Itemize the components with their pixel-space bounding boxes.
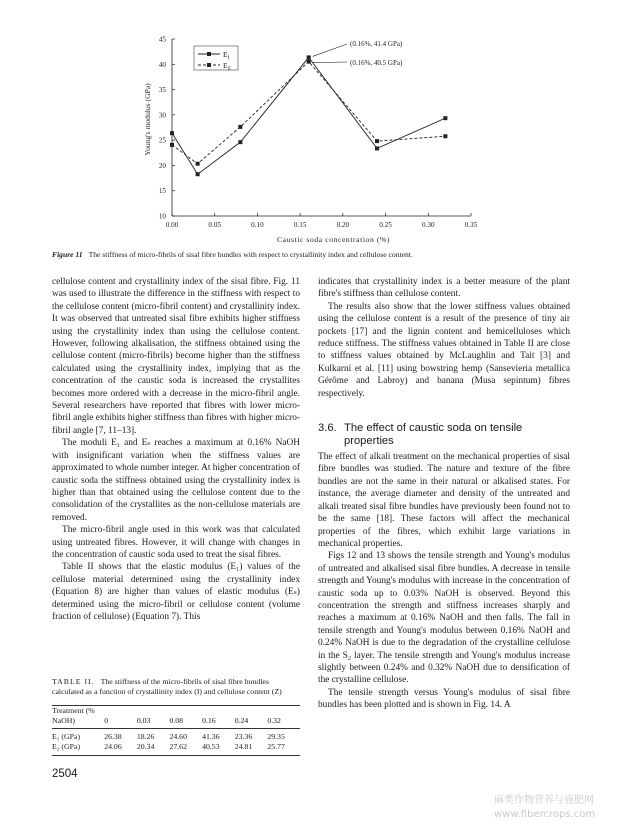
watermark-line-2: www.fibercrops.com [494, 809, 596, 820]
table-cell: 23.36 [234, 732, 253, 741]
section-number: 3.6. [318, 422, 337, 435]
watermark [494, 794, 604, 822]
row-label: E₁ (GPa) [52, 732, 81, 741]
data-point-E_I [238, 140, 242, 144]
right-paragraph-2: The results also show that the lower stiffness values obtained using the cellulose content is a result of the presence of tiny air pockets [17] and the lignin content and hemicelluloses which reduce stiffness. The stiffness values obtained in Table II are close to stiffness values obtained by McLaughlin and Tait [3] and Kulkarni et al. [11] using bowstring hemp (Sansevieria metallica Gérôme and Labroy) and banana (Musa sepintum) fibres respectively. [318, 301, 570, 399]
x-tick-label: 0.35 [464, 221, 478, 229]
data-point-E_Z [375, 139, 379, 143]
x-tick-label: 0.20 [336, 221, 350, 229]
left-paragraph-4: Table II shows that the elastic modulus (E₁) values of the cellulose material determined using the crystallinity index (Equation 8) are higher than values of elastic modulus (Eₛ) determined using the micro-fibril or cellulose content (volume fraction of cellulose) (Equation 7). This [52, 562, 300, 622]
y-tick-label: 35 [158, 86, 166, 95]
table-cell: 25.77 [267, 742, 300, 756]
table-cell: 20.34 [137, 742, 170, 756]
data-point-E_Z [196, 162, 200, 166]
data-point-E_I [307, 55, 311, 59]
y-tick-label: 40 [158, 60, 166, 69]
table-row [52, 742, 300, 756]
legend-marker-E_I [207, 52, 211, 56]
table-header-label-2: NaOH) [52, 716, 104, 729]
table-cell: 24.81 [235, 742, 268, 756]
right-paragraph-4: Figs 12 and 13 shows the tensile strength and Young's modulus of untreated and alkalised sisal fibre bundles. A decrease in tensile strength and Young's modulus with increase in the concentration of caustic soda up to 0.03% NaOH is observed. Beyond this concentration the strength and stiffness increases sharply and reaches a maximum at 0.16% NaOH and then falls. The fall in tensile strength and Young's modulus between 0.16% NaOH and 0.24% NaOH is due to the degradation of the crystalline cellulose in the S₂ layer. The tensile strength and Young's modulus increase slightly between 0.24% and 0.32% NaOH due to densification of the crystalline cellulose. [318, 551, 570, 686]
chart-legend [194, 46, 238, 72]
table-cell: 29.35 [267, 732, 285, 741]
data-point-E_I [196, 172, 200, 176]
table-row [52, 729, 300, 743]
left-column [52, 276, 300, 623]
table-caption [52, 677, 300, 697]
data-point-E_Z [238, 125, 242, 129]
y-tick-label: 45 [158, 35, 166, 44]
legend-label-E_Z: $E_Z$ [223, 61, 231, 72]
annotation-arrow-1 [313, 44, 347, 56]
table-label: TABLE II. [52, 677, 95, 686]
section-title-line1: The effect of caustic soda on tensile [344, 422, 523, 435]
y-tick-label: 30 [158, 111, 166, 120]
series-line-E_Z [172, 62, 445, 164]
table-col-header: 0.32 [267, 716, 300, 729]
right-paragraph-5: The tensile strength versus Young's modulus of sisal fibre bundles has been plotted and is shown in Fig. 14. A [318, 687, 570, 711]
left-paragraph-1: cellulose content and crystallinity index of the sisal fibre. Fig. 11 was used to illustrate the difference in the stiffness with respect to the cellulose content (micro-fibril content) and crystallinity index. It was observed that untreated sisal fibre exhibits higher stiffness using the crystallinity index than using the cellulose content. However, following alkalisation, the stiffness obtained using the cellulose content (micro-fibrils) become higher than the stiffness calculated using the crystallinity index, implying that as the concentration of the caustic soda is increased the crystallites becomes more ordered with a decrease in the micro-fibril angle. Several researchers have reported that fibres with lower micro-fibril angle exhibits higher stiffness than fibres with higher micro-fibril angle [7, 11–13]. [52, 277, 300, 436]
table-col-header: 0.08 [169, 716, 202, 729]
data-point-E_I [375, 146, 379, 150]
table-col-header: 0 [104, 716, 137, 729]
table-cell: 24.06 [104, 742, 137, 756]
x-tick-label: 0.15 [293, 221, 307, 229]
y-tick-label: 20 [158, 161, 166, 170]
left-paragraph-2: The moduli E₁ and Eₛ reaches a maximum at 0.16% NaOH with insignificant variation when the stiffness values are approximated to whole number integer. At higher concentration of caustic soda the stiffness obtained using the crystallinity index is higher than that obtained using the cellulose content due to the consolidation of the crystallites as the non-cellulose materials are removed. [52, 438, 300, 523]
table-cell: 40.53 [202, 742, 235, 756]
x-tick-label: 0.10 [251, 221, 264, 229]
chart-axes [143, 36, 478, 245]
left-paragraph-3: The micro-fibril angle used in this work was that calculated using untreated fibres. However, it will change with changes in the concentration of caustic soda used to treat the sisal fibres. [52, 525, 300, 560]
stiffness-table [52, 705, 300, 756]
table-header-row-1 [52, 706, 300, 717]
figure-label: Figure 11 [52, 250, 83, 259]
figure-caption-text: The stiffness of micro-fibrils of sisal fibre bundles with respect to crystallinity index and cellulose content. [88, 250, 413, 259]
table-cell: 27.62 [169, 742, 202, 756]
watermark-line-1: 麻类作物营养与施肥网 [494, 795, 594, 806]
data-point-E_I [170, 131, 174, 135]
data-point-E_I [443, 116, 447, 120]
legend-box [194, 46, 238, 70]
series-line-E_I [172, 57, 445, 174]
annotation-ez-peak: (0.16%, 40.5 GPa) [350, 59, 403, 67]
x-tick-label: 0.30 [421, 221, 435, 229]
data-point-E_Z [307, 60, 311, 64]
y-tick-label: 15 [158, 187, 166, 196]
x-tick-label: 0.25 [379, 221, 392, 229]
annotation-arrow-2 [313, 62, 347, 63]
chart-annotations [313, 40, 403, 67]
chart-series [170, 55, 447, 176]
table-cell: 24.60 [169, 732, 187, 741]
x-axis-label: Caustic soda concentration (%) [276, 235, 391, 244]
figure-caption [52, 250, 572, 260]
y-tick-label: 10 [158, 212, 166, 221]
legend-marker-E_Z [207, 63, 211, 67]
table-header-row-2 [52, 716, 300, 729]
y-axis-label: Young's modulus (GPa) [143, 83, 152, 156]
annotation-e1-peak: (0.16%, 41.4 GPa) [350, 40, 403, 48]
table-col-header: 0.03 [137, 716, 170, 729]
x-tick-label: 0.00 [165, 221, 179, 229]
table-header-label-1: Treatment (% [52, 706, 300, 717]
figure-11-chart [0, 0, 621, 262]
right-column [318, 276, 570, 712]
table-cell: 26.38 [104, 732, 122, 741]
right-paragraph-3: The effect of alkali treatment on the mechanical properties of sisal fibre bundles was studied. The nature and texture of the fibre bundles are not the same in their natural or alkalised states. For instance, the average diameter and density of the untreated and alkali treated sisal fibre bundles have previously been found not to be the same [18]. These factors will affect the mechanical properties of the fibres, which exhibit large variations in mechanical properties. [318, 452, 570, 549]
table-caption-text: The stiffness of the micro-fibrils of sisal fibre bundles calculated as a function of crystallinity index (I) and cellulose content (Z) [52, 677, 282, 697]
right-paragraph-1: indicates that crystallinity index is a better measure of the plant fibre's stiffness than cellulose content. [318, 277, 570, 300]
page-number: 2504 [52, 768, 78, 780]
table-cell: 18.26 [136, 732, 155, 741]
section-title-line2: properties [344, 435, 394, 448]
table-cell: 41.36 [202, 732, 220, 741]
data-point-E_Z [170, 143, 174, 147]
y-tick-label: 25 [158, 136, 166, 145]
table-col-header: 0.24 [235, 716, 268, 729]
legend-label-E_I: $E_I$ [223, 50, 230, 61]
data-point-E_Z [443, 134, 447, 138]
section-heading [318, 422, 570, 448]
row-label: E₂ (GPa) [52, 742, 104, 756]
x-tick-label: 0.05 [208, 221, 222, 229]
table-col-header: 0.16 [202, 716, 235, 729]
